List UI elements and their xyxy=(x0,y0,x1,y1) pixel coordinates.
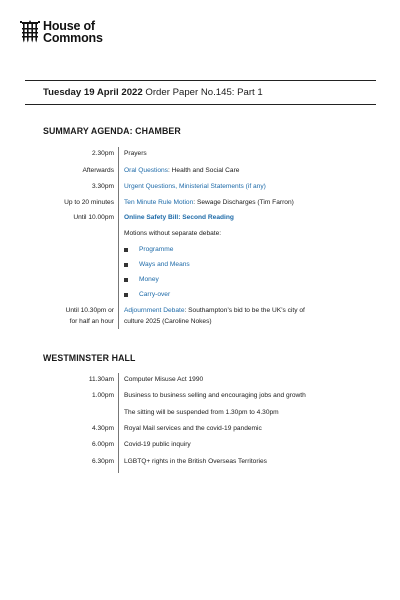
agenda-time: Until 10.00pm xyxy=(73,214,114,221)
logo-line-1: House of xyxy=(43,19,95,33)
logo-wordmark xyxy=(43,20,103,44)
ten-minute-rule-link[interactable]: Ten Minute Rule Motion xyxy=(124,199,194,206)
oral-questions-link[interactable]: Oral Questions xyxy=(124,167,168,174)
agenda-time: 2.30pm xyxy=(92,150,114,157)
urgent-questions-link[interactable]: Urgent Questions, Ministerial Statements (if any) xyxy=(124,183,266,190)
order-paper-heading xyxy=(43,87,263,98)
agenda-time: Afterwards xyxy=(82,167,114,174)
order-paper-date: Tuesday 19 April 2022 xyxy=(43,87,143,98)
westminster-time: 11.30am xyxy=(88,376,114,383)
motion-programme-link[interactable]: Programme xyxy=(139,246,174,253)
agenda-item-prayers: Prayers xyxy=(124,150,147,157)
agenda-item-online-safety-bill xyxy=(124,213,364,223)
westminster-time: 6.30pm xyxy=(92,458,114,465)
agenda-item-urgent-questions xyxy=(124,182,364,192)
westminster-suspension-note: The sitting will be suspended from 1.30pm to 4.30pm xyxy=(124,409,279,416)
agenda-time: for half an hour xyxy=(69,318,114,325)
westminster-item: Covid-19 public inquiry xyxy=(124,441,191,448)
agenda-time: 3.30pm xyxy=(92,183,114,190)
westminster-divider xyxy=(118,373,119,473)
motion-carry-over-link[interactable]: Carry-over xyxy=(139,291,171,298)
motion-money-link[interactable]: Money xyxy=(139,276,159,283)
westminster-item: Business to business selling and encouraging jobs and growth xyxy=(124,392,306,399)
westminster-item: LGBTQ+ rights in the British Overseas Territories xyxy=(124,458,267,465)
westminster-hall-section-title: WESTMINSTER HALL xyxy=(43,353,136,363)
westminster-item: Royal Mail services and the covid-19 pandemic xyxy=(124,425,262,432)
online-safety-bill-link[interactable]: Online Safety Bill: Second Reading xyxy=(124,214,234,221)
portcullis-icon xyxy=(20,20,40,43)
motion-ways-and-means-link[interactable]: Ways and Means xyxy=(139,261,190,268)
agenda-item-oral-questions: Oral Questions: Health and Social Care xyxy=(124,167,240,174)
logo-line-2: Commons xyxy=(43,31,103,45)
chamber-section-title: SUMMARY AGENDA: CHAMBER xyxy=(43,126,181,136)
bullet-icon xyxy=(124,293,128,297)
header-bottom-rule xyxy=(25,104,376,105)
agenda-time: Up to 20 minutes xyxy=(64,199,114,206)
agenda-time: Until 10.30pm or xyxy=(65,307,114,314)
chamber-divider xyxy=(118,147,119,329)
bullet-icon xyxy=(124,263,128,267)
bullet-icon xyxy=(124,248,128,252)
westminster-item: Computer Misuse Act 1990 xyxy=(124,376,204,383)
house-of-commons-logo xyxy=(20,20,103,44)
westminster-time: 6.00pm xyxy=(92,441,114,448)
bullet-icon xyxy=(124,278,128,282)
agenda-item-ten-minute-rule: Ten Minute Rule Motion: Sewage Discharges (Tim Farron) xyxy=(124,199,294,206)
order-paper-title: Order Paper No.145: Part 1 xyxy=(145,87,263,98)
westminster-time: 4.30pm xyxy=(92,425,114,432)
adjournment-debate-continued: culture 2025 (Caroline Nokes) xyxy=(124,318,212,325)
adjournment-debate-link[interactable]: Adjournment Debate xyxy=(124,307,185,314)
agenda-item-adjournment-debate: Adjournment Debate: Southampton’s bid to be the UK’s city of xyxy=(124,307,305,314)
header-top-rule xyxy=(25,80,376,81)
westminster-time: 1.00pm xyxy=(92,392,114,399)
motions-heading: Motions without separate debate: xyxy=(124,230,222,237)
